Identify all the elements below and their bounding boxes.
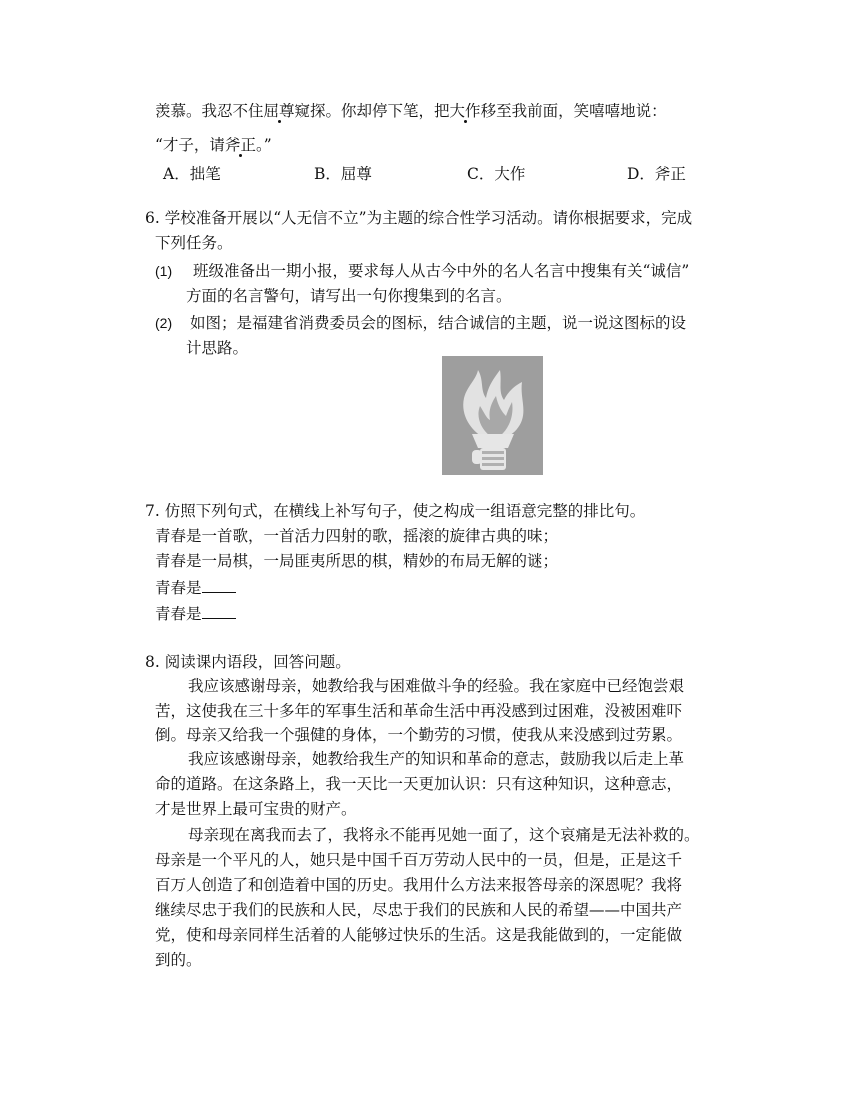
q5-line2: “才子，请斧正。” (155, 136, 272, 154)
option-b: B．屈尊 (314, 165, 372, 183)
q7-line2: 青春是一首歌，一首活力四射的歌，摇滚的旋律古典的味； (155, 527, 559, 545)
q6-line1: 6. 学校准备开展以“人无信不立”为主题的综合性学习活动。请你根据要求，完成 (145, 209, 693, 227)
q5-line1: 羡慕。我忍不住屈尊窥探。你却停下笔，把大作移至我前面，笑嘻嘻地说： (155, 102, 667, 120)
q8-p3-line2: 母亲是一个平凡的人，她只是中国千百万劳动人民中的一员，但是，正是这千 (155, 851, 683, 869)
q7-line3: 青春是一局棋，一局匪夷所思的棋，精妙的布局无解的谜； (155, 552, 559, 570)
q8-p3-line6: 到的。 (155, 951, 202, 969)
emphasis-word-qu-zun: 屈尊 (263, 102, 295, 120)
q8-p3-line3: 百万人创造了和创造着中国的历史。我用什么方法来报答母亲的深恩呢？我将 (155, 876, 683, 894)
option-a: A．拙笔 (163, 165, 221, 183)
q8-p1-line1: 我应该感谢母亲，她教给我与困难做斗争的经验。我在家庭中已经饱尝艰 (188, 677, 685, 695)
answer-blank-1[interactable] (202, 576, 236, 593)
q6-sub1-number: (1) (155, 263, 173, 279)
emphasis-word-fu-zheng: 斧正 (224, 136, 256, 154)
q8-p2-line1: 我应该感谢母亲，她教给我生产的知识和革命的意志，鼓励我以后走上革 (188, 750, 685, 768)
q8-line1: 8. 阅读课内语段，回答问题。 (145, 653, 351, 671)
q7-line1: 7. 仿照下列句式，在横线上补写句子，使之构成一组语意完整的排比句。 (145, 502, 646, 520)
q6-sub1-line2: 方面的名言警句，请写出一句你搜集到的名言。 (186, 287, 512, 305)
q7-line4: 青春是 (155, 575, 236, 601)
option-c: C．大作 (467, 165, 526, 183)
q8-p1-line2: 苦，这使我在三十多年的军事生活和革命生活中再没感到过困难，没被困难吓 (155, 702, 683, 720)
q7-line5: 青春是 (155, 601, 236, 627)
torch-hand-icon (442, 356, 543, 475)
option-d: D．斧正 (627, 165, 686, 183)
q6-sub2-line1: 如图；是福建省消费委员会的图标，结合诚信的主题，说一说这图标的设 (190, 314, 687, 332)
answer-blank-2[interactable] (202, 602, 236, 619)
q8-p1-line3: 倒。母亲又给我一个强健的身体，一个勤劳的习惯，使我从来没感到过劳累。 (155, 726, 683, 744)
q6-line2: 下列任务。 (155, 234, 233, 252)
q6-sub2-line2: 计思路。 (186, 339, 249, 357)
q8-p3-line4: 继续尽忠于我们的民族和人民，尽忠于我们的民族和人民的希望——中国共产 (155, 901, 683, 919)
q6-sub2-number: (2) (155, 315, 173, 331)
q5-options (163, 161, 723, 187)
q8-p3-line1: 母亲现在离我而去了，我将永不能再见她一面了，这个哀痛是无法补救的。 (188, 826, 700, 844)
q8-p3-line5: 党，使和母亲同样生活着的人能够过快乐的生活。这是我能做到的，一定能做 (155, 926, 683, 944)
consumer-council-logo (442, 356, 543, 475)
q6-sub1-line1: 班级准备出一期小报，要求每人从古今中外的名人名言中搜集有关“诚信” (193, 262, 690, 280)
emphasis-word-da-zuo: 大作 (449, 102, 481, 120)
q8-p2-line2: 命的道路。在这条路上，我一天比一天更加认识：只有这种知识，这种意志， (155, 775, 683, 793)
q8-p2-line3: 才是世界上最可宝贵的财产。 (155, 800, 357, 818)
